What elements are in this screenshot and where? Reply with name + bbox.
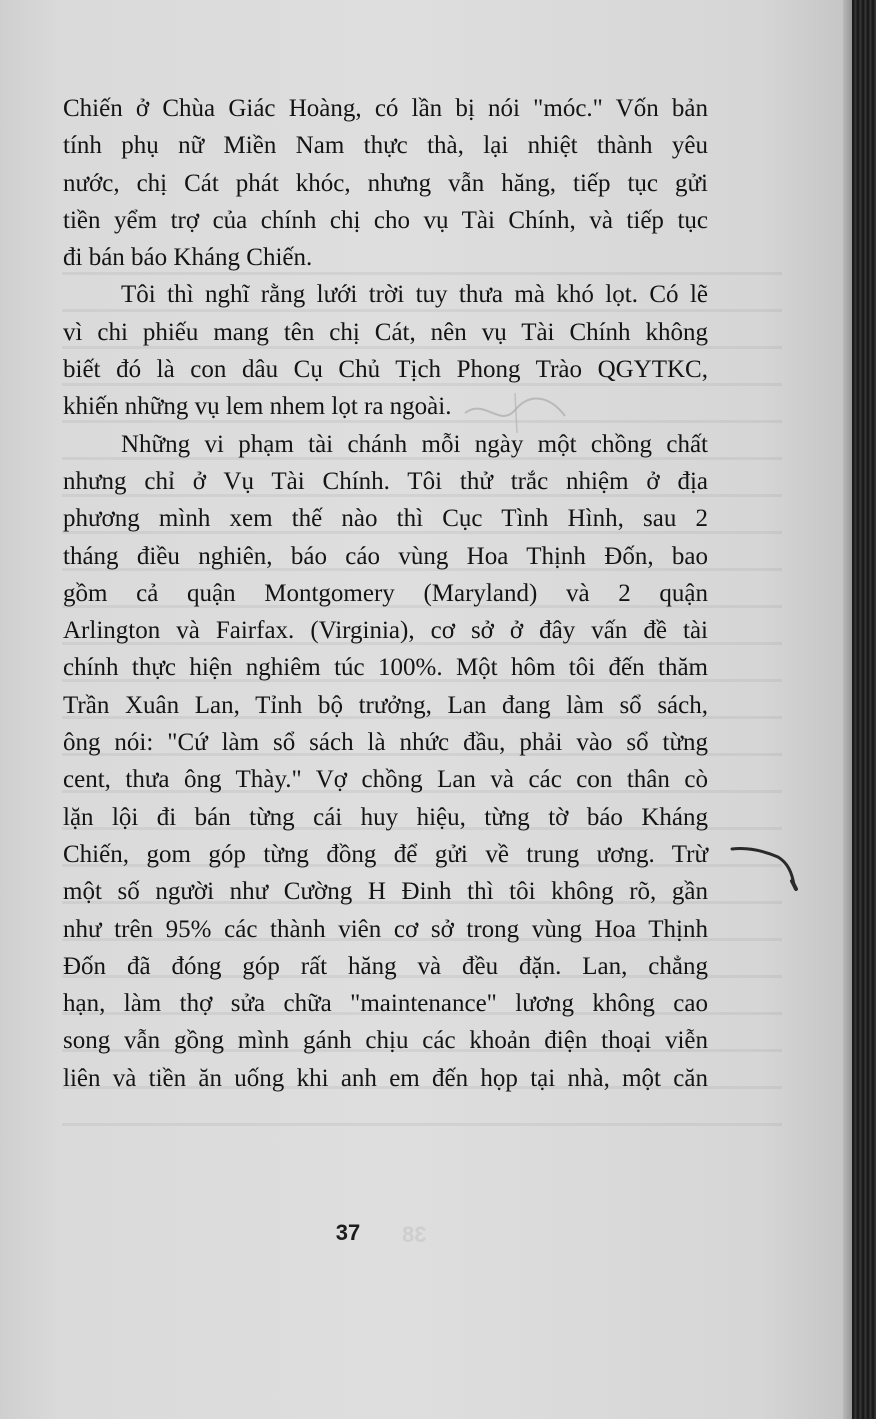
text-line: lặn lội đi bán từng cái huy hiệu, từng tờ báo Kháng: [63, 803, 708, 831]
text-line: gồm cả quận Montgomery (Maryland) và 2 quận: [63, 579, 708, 607]
text-line: Chiến, gom góp từng đồng để gửi về trung ương. Trừ: [63, 840, 708, 868]
text-line: đi bán báo Kháng Chiến.: [63, 244, 313, 272]
book-spine-edge: [852, 0, 876, 1419]
text-line: Đốn đã đóng góp rất hăng và đều đặn. Lan, chẳng: [63, 952, 708, 980]
paragraph: [63, 276, 708, 425]
body-text: [63, 90, 708, 1097]
text-line: tiền yểm trợ của chính chị cho vụ Tài Chính, và tiếp tục: [63, 206, 708, 234]
text-line: phương mình xem thế nào thì Cục Tình Hình, sau 2: [63, 505, 708, 533]
page-number: 37: [335, 1220, 361, 1245]
text-line: ông nói: "Cứ làm sổ sách là nhức đầu, phải vào sổ từng: [63, 729, 708, 757]
text-line: song vẫn gồng mình gánh chịu các khoản điện thoại viễn: [63, 1027, 708, 1055]
text-line: cent, thưa ông Thày." Vợ chồng Lan và các con thân cò: [63, 766, 708, 794]
text-line: hạn, làm thợ sửa chữa "maintenance" lương không cao: [63, 990, 708, 1018]
text-line: tháng điều nghiên, báo cáo vùng Hoa Thịnh Đốn, bao: [63, 542, 708, 570]
text-line: tính phụ nữ Miền Nam thực thà, lại nhiệt thành yêu: [63, 132, 708, 160]
text-line: một số người như Cường H Đinh thì tôi không rõ, gần: [63, 878, 708, 906]
paragraph: [63, 90, 708, 276]
text-line: khiến những vụ lem nhem lọt ra ngoài.: [63, 393, 452, 421]
text-line: vì chi phiếu mang tên chị Cát, nên vụ Tài Chính không: [63, 318, 708, 346]
bleed-through-page-number: 38: [402, 1222, 427, 1247]
text-line: Những vi phạm tài chánh mỗi ngày một chồng chất: [121, 430, 708, 458]
text-line: liên và tiền ăn uống khi anh em đến họp tại nhà, một căn: [63, 1064, 708, 1092]
text-line: biết đó là con dâu Cụ Chủ Tịch Phong Trào QGYTKC,: [63, 356, 708, 384]
text-line: Tôi thì nghĩ rằng lưới trời tuy thưa mà khó lọt. Có lẽ: [121, 281, 708, 309]
paragraph: [63, 426, 708, 1097]
text-line: Arlington và Fairfax. (Virginia), cơ sở ở đây vấn đề tài: [63, 617, 708, 645]
text-line: như trên 95% các thành viên cơ sở trong vùng Hoa Thịnh: [63, 915, 708, 943]
text-line: Trần Xuân Lan, Tỉnh bộ trưởng, Lan đang làm sổ sách,: [63, 691, 708, 719]
pen-stroke-mark: [730, 835, 810, 895]
text-line: nước, chị Cát phát khóc, nhưng vẫn hăng, tiếp tục gửi: [63, 169, 708, 197]
faint-pencil-scribble: [455, 388, 595, 438]
text-line: chính thực hiện nghiêm túc 100%. Một hôm tôi đến thăm: [63, 654, 708, 682]
text-line: nhưng chỉ ở Vụ Tài Chính. Tôi thử trắc nhiệm ở địa: [63, 467, 708, 495]
text-line: Chiến ở Chùa Giác Hoàng, có lần bị nói "móc." Vốn bản: [63, 95, 708, 122]
